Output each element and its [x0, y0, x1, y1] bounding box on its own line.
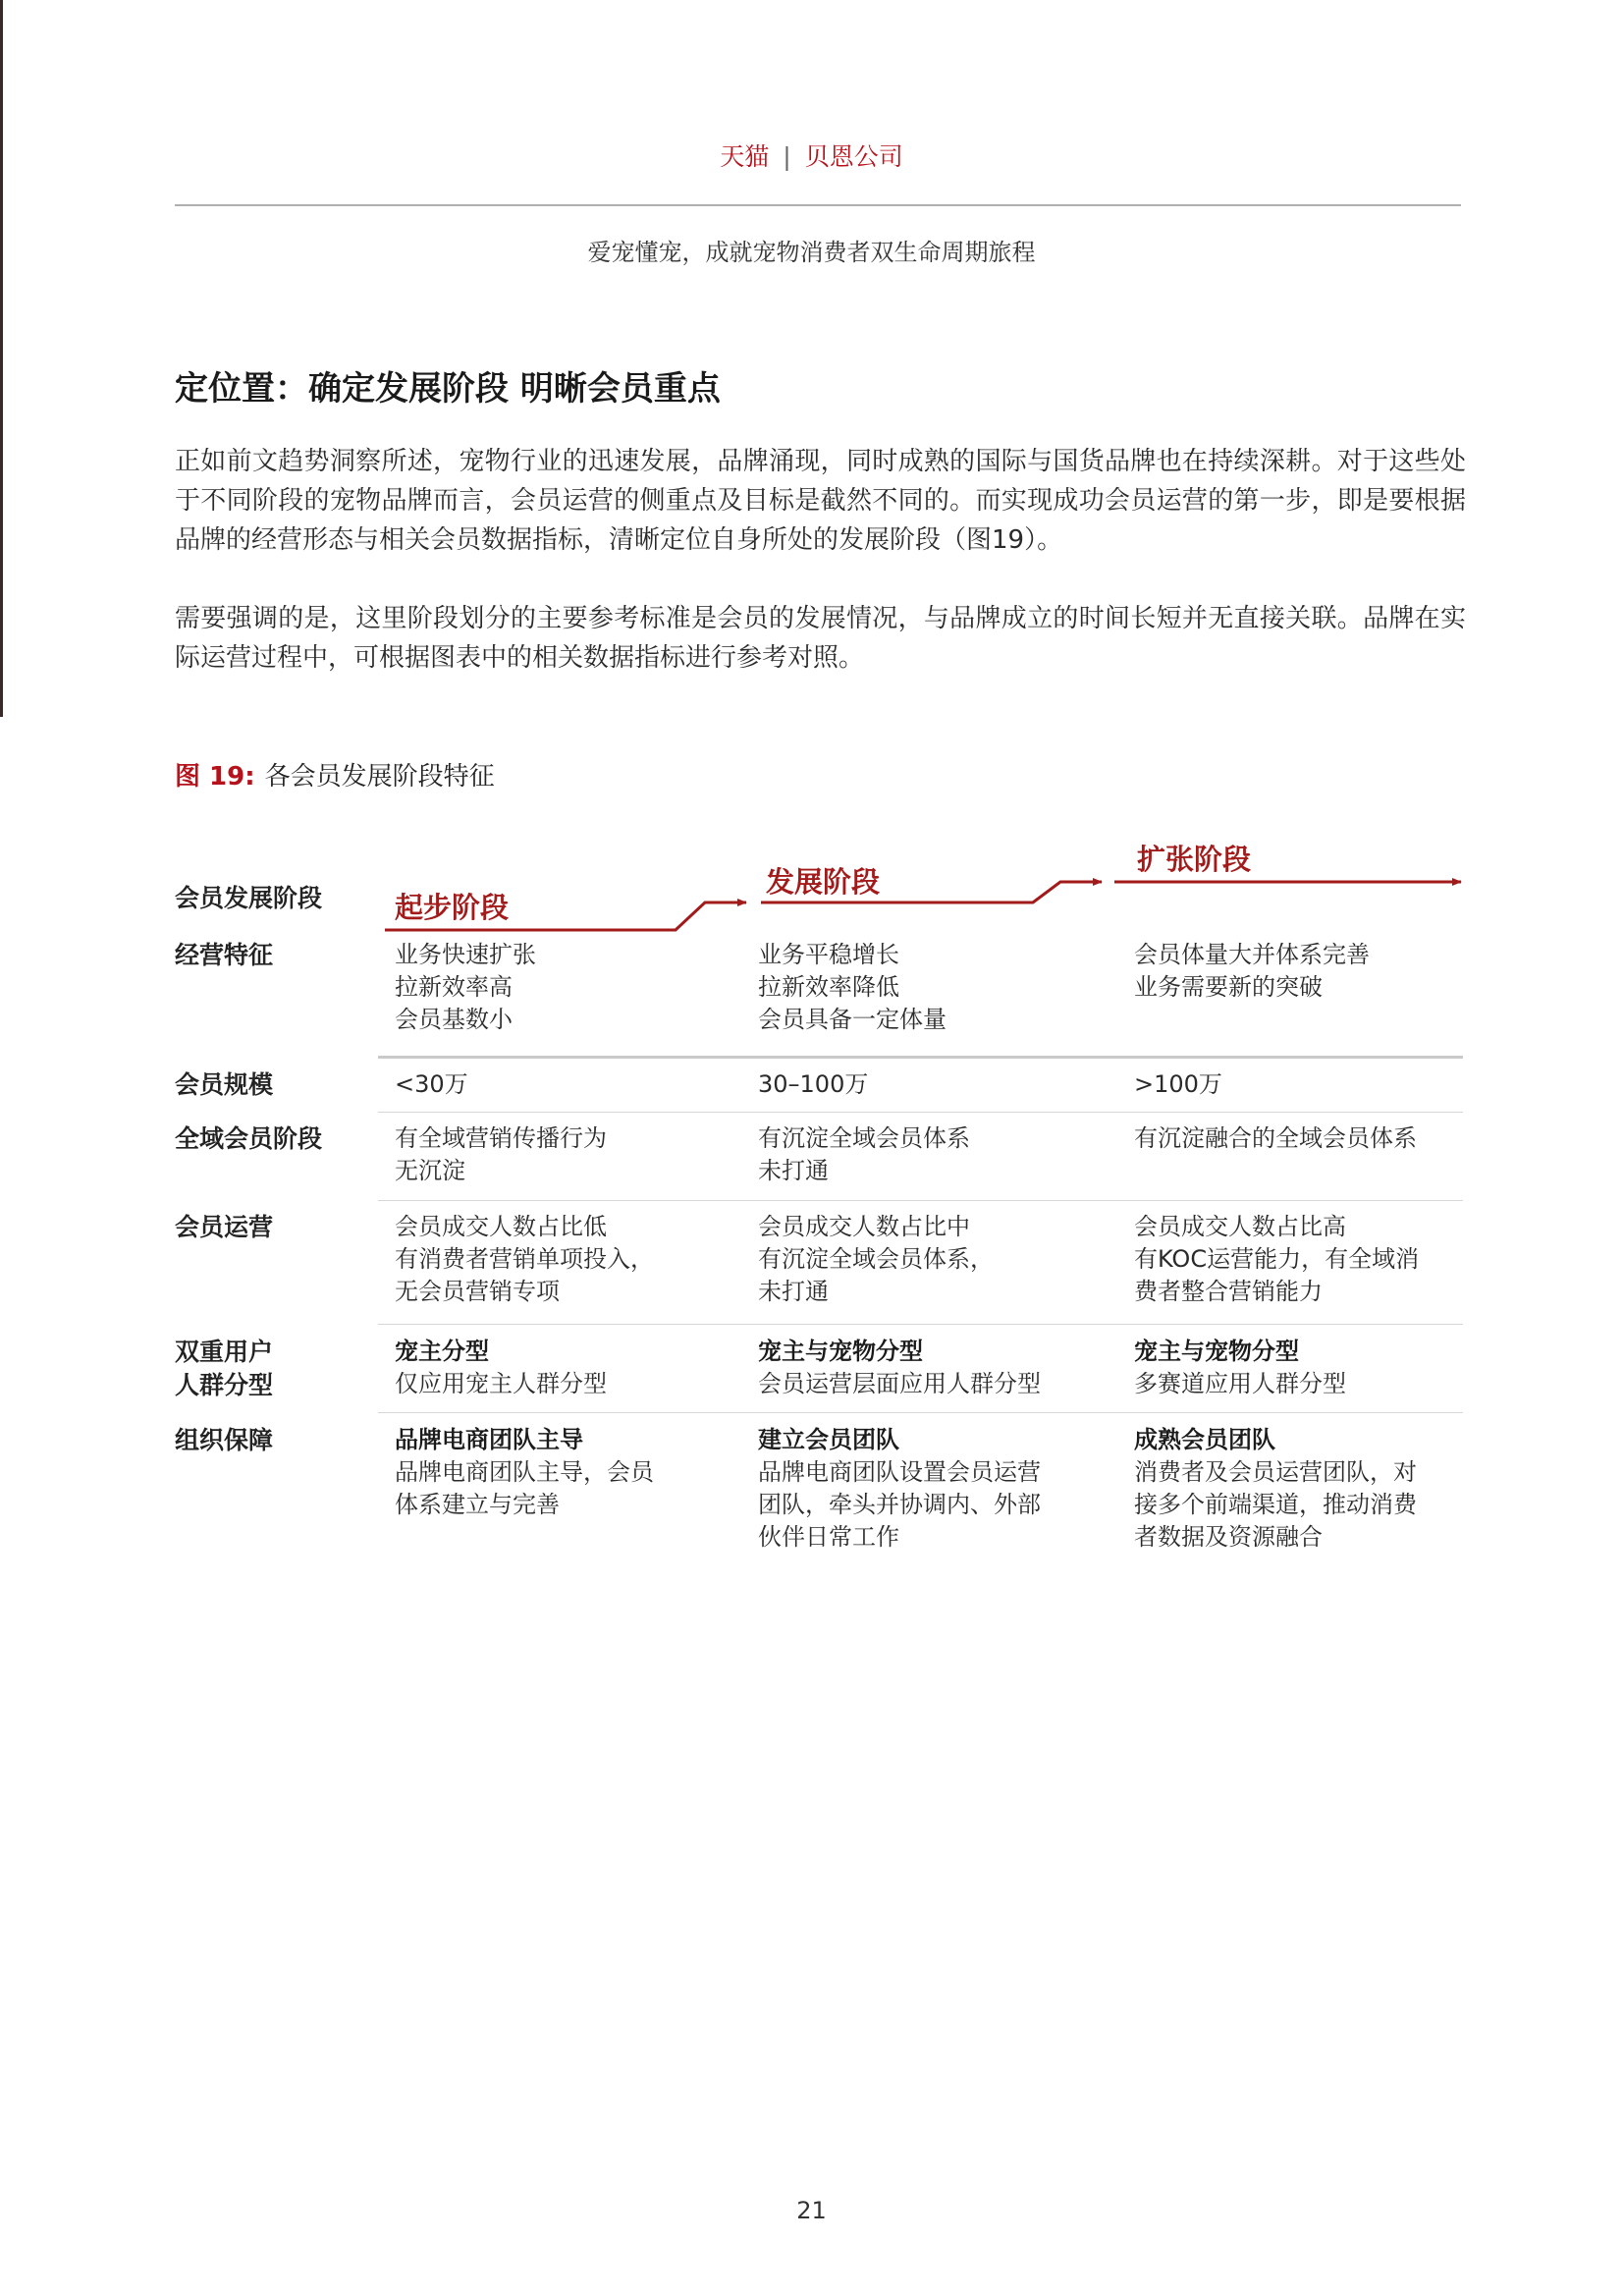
table-cell-line: 业务需要新的突破 [1134, 973, 1323, 1001]
table-cell-development [758, 1336, 1041, 1400]
table-cell-line: 会员成交人数占比低 [395, 1213, 607, 1240]
table-cell-line: 多赛道应用人群分型 [1134, 1370, 1346, 1397]
table-cell-expansion [1134, 1336, 1346, 1400]
row-label-stage: 会员发展阶段 [175, 884, 323, 912]
paragraph-1: 正如前文趋势洞察所述，宠物行业的迅速发展，品牌涌现，同时成熟的国际与国货品牌也在持续深耕。对于这些处于不同阶段的宠物品牌而言，会员运营的侧重点及目标是截然不同的。而实现成功会员运营的第一步，即是要根据品牌的经营形态与相关会员数据指标，清晰定位自身所处的发展阶段（图19）。 [175, 447, 1466, 555]
table-cell-development [758, 939, 947, 1036]
table-cell-line: 会员基数小 [395, 1006, 513, 1033]
table-cell-line: 拉新效率降低 [758, 973, 899, 1001]
table-cell-line: 30–100万 [758, 1070, 869, 1098]
row-label-business: 经营特征 [175, 941, 274, 969]
table-cell-development [758, 1122, 970, 1187]
row-label-omnichannel: 全域会员阶段 [175, 1124, 323, 1153]
stage-progression-arrow [0, 0, 1623, 982]
table-cell-startup [395, 1211, 654, 1308]
brand-tmall: 天猫 [720, 142, 770, 171]
row-label-segmentation-line2: 人群分型 [175, 1371, 274, 1399]
table-cell-development [758, 1211, 994, 1308]
table-cell-line: 宠主与宠物分型 [758, 1338, 923, 1365]
table-cell-line: 无沉淀 [395, 1157, 465, 1184]
brand-bain: 贝恩公司 [804, 142, 903, 171]
table-cell-development [758, 1424, 1041, 1554]
table-cell-line: 拉新效率高 [395, 973, 513, 1001]
table-cell-startup [395, 1122, 607, 1187]
report-subtitle: 爱宠懂宠，成就宠物消费者双生命周期旅程 [587, 239, 1036, 266]
table-cell-line: 建立会员团队 [758, 1426, 899, 1453]
table-cell-line: 会员成交人数占比中 [758, 1213, 970, 1240]
table-cell-startup [395, 1336, 607, 1400]
table-cell-line: >100万 [1134, 1070, 1222, 1098]
table-cell-line: 宠主与宠物分型 [1134, 1338, 1299, 1365]
table-cell-line: 未打通 [758, 1157, 829, 1184]
brand-separator: | [783, 142, 791, 171]
row-label-organization: 组织保障 [175, 1426, 274, 1454]
table-cell-line: 有全域营销传播行为 [395, 1124, 607, 1152]
page-number: 21 [796, 2197, 827, 2224]
table-cell-line: 伙伴日常工作 [758, 1523, 899, 1551]
table-cell-line: 消费者及会员运营团队，对 [1134, 1458, 1417, 1486]
row-label-segmentation [175, 1336, 273, 1402]
table-cell-startup [395, 1068, 468, 1101]
table-cell-line: 接多个前端渠道，推动消费 [1134, 1491, 1417, 1518]
table-cell-line: 未打通 [758, 1278, 829, 1305]
table-cell-line: 会员运营层面应用人群分型 [758, 1370, 1041, 1397]
table-cell-expansion [1134, 939, 1370, 1004]
table-cell-line: 仅应用宠主人群分型 [395, 1370, 607, 1397]
table-cell-line: 有消费者营销单项投入， [395, 1245, 654, 1273]
table-cell-line: 无会员营销专项 [395, 1278, 560, 1305]
table-divider [378, 1324, 1463, 1325]
table-divider [378, 1112, 1463, 1113]
row-label-scale: 会员规模 [175, 1070, 274, 1099]
table-cell-line: 团队，牵头并协调内、外部 [758, 1491, 1041, 1518]
table-divider [378, 1412, 1463, 1413]
table-cell-startup [395, 1424, 654, 1521]
table-cell-line: 会员具备一定体量 [758, 1006, 947, 1033]
table-cell-line: 业务平稳增长 [758, 941, 899, 968]
figure-number: 图 19: [175, 762, 255, 792]
table-cell-line: 者数据及资源融合 [1134, 1523, 1323, 1551]
stage-startup: 起步阶段 [395, 891, 510, 924]
table-cell-development [758, 1068, 868, 1101]
table-cell-line: 宠主分型 [395, 1338, 489, 1365]
table-cell-line: 品牌电商团队主导 [395, 1426, 583, 1453]
table-cell-line: 会员成交人数占比高 [1134, 1213, 1346, 1240]
table-cell-expansion [1134, 1122, 1417, 1155]
table-cell-line: 有沉淀全域会员体系， [758, 1245, 994, 1273]
table-cell-expansion [1134, 1211, 1419, 1308]
table-cell-line: 有沉淀融合的全域会员体系 [1134, 1124, 1417, 1152]
row-label-operation: 会员运营 [175, 1213, 274, 1241]
row-label-segmentation-line1: 双重用户 [175, 1338, 274, 1366]
table-cell-startup [395, 939, 536, 1036]
stage-expansion: 扩张阶段 [1137, 843, 1252, 876]
table-cell-line: 有KOC运营能力，有全域消 [1134, 1245, 1420, 1273]
paragraph-2: 需要强调的是，这里阶段划分的主要参考标准是会员的发展情况，与品牌成立的时间长短并无直接关联。品牌在实际运营过程中，可根据图表中的相关数据指标进行参考对照。 [175, 604, 1466, 673]
table-cell-line: 品牌电商团队设置会员运营 [758, 1458, 1041, 1486]
table-cell-line: 费者整合营销能力 [1134, 1278, 1323, 1305]
section-title: 定位置：确定发展阶段 明晰会员重点 [175, 369, 721, 409]
table-cell-line: 有沉淀全域会员体系 [758, 1124, 970, 1152]
stage-development: 发展阶段 [766, 865, 881, 899]
table-divider [378, 1056, 1463, 1059]
table-divider [378, 1200, 1463, 1201]
figure-title: 各会员发展阶段特征 [264, 762, 495, 792]
table-cell-expansion [1134, 1068, 1222, 1101]
table-cell-expansion [1134, 1424, 1417, 1554]
table-cell-line: 体系建立与完善 [395, 1491, 560, 1518]
table-cell-line: 会员体量大并体系完善 [1134, 941, 1370, 968]
table-cell-line: 品牌电商团队主导，会员 [395, 1458, 654, 1486]
table-cell-line: 业务快速扩张 [395, 941, 536, 968]
table-cell-line: <30万 [395, 1070, 468, 1098]
table-cell-line: 成熟会员团队 [1134, 1426, 1275, 1453]
